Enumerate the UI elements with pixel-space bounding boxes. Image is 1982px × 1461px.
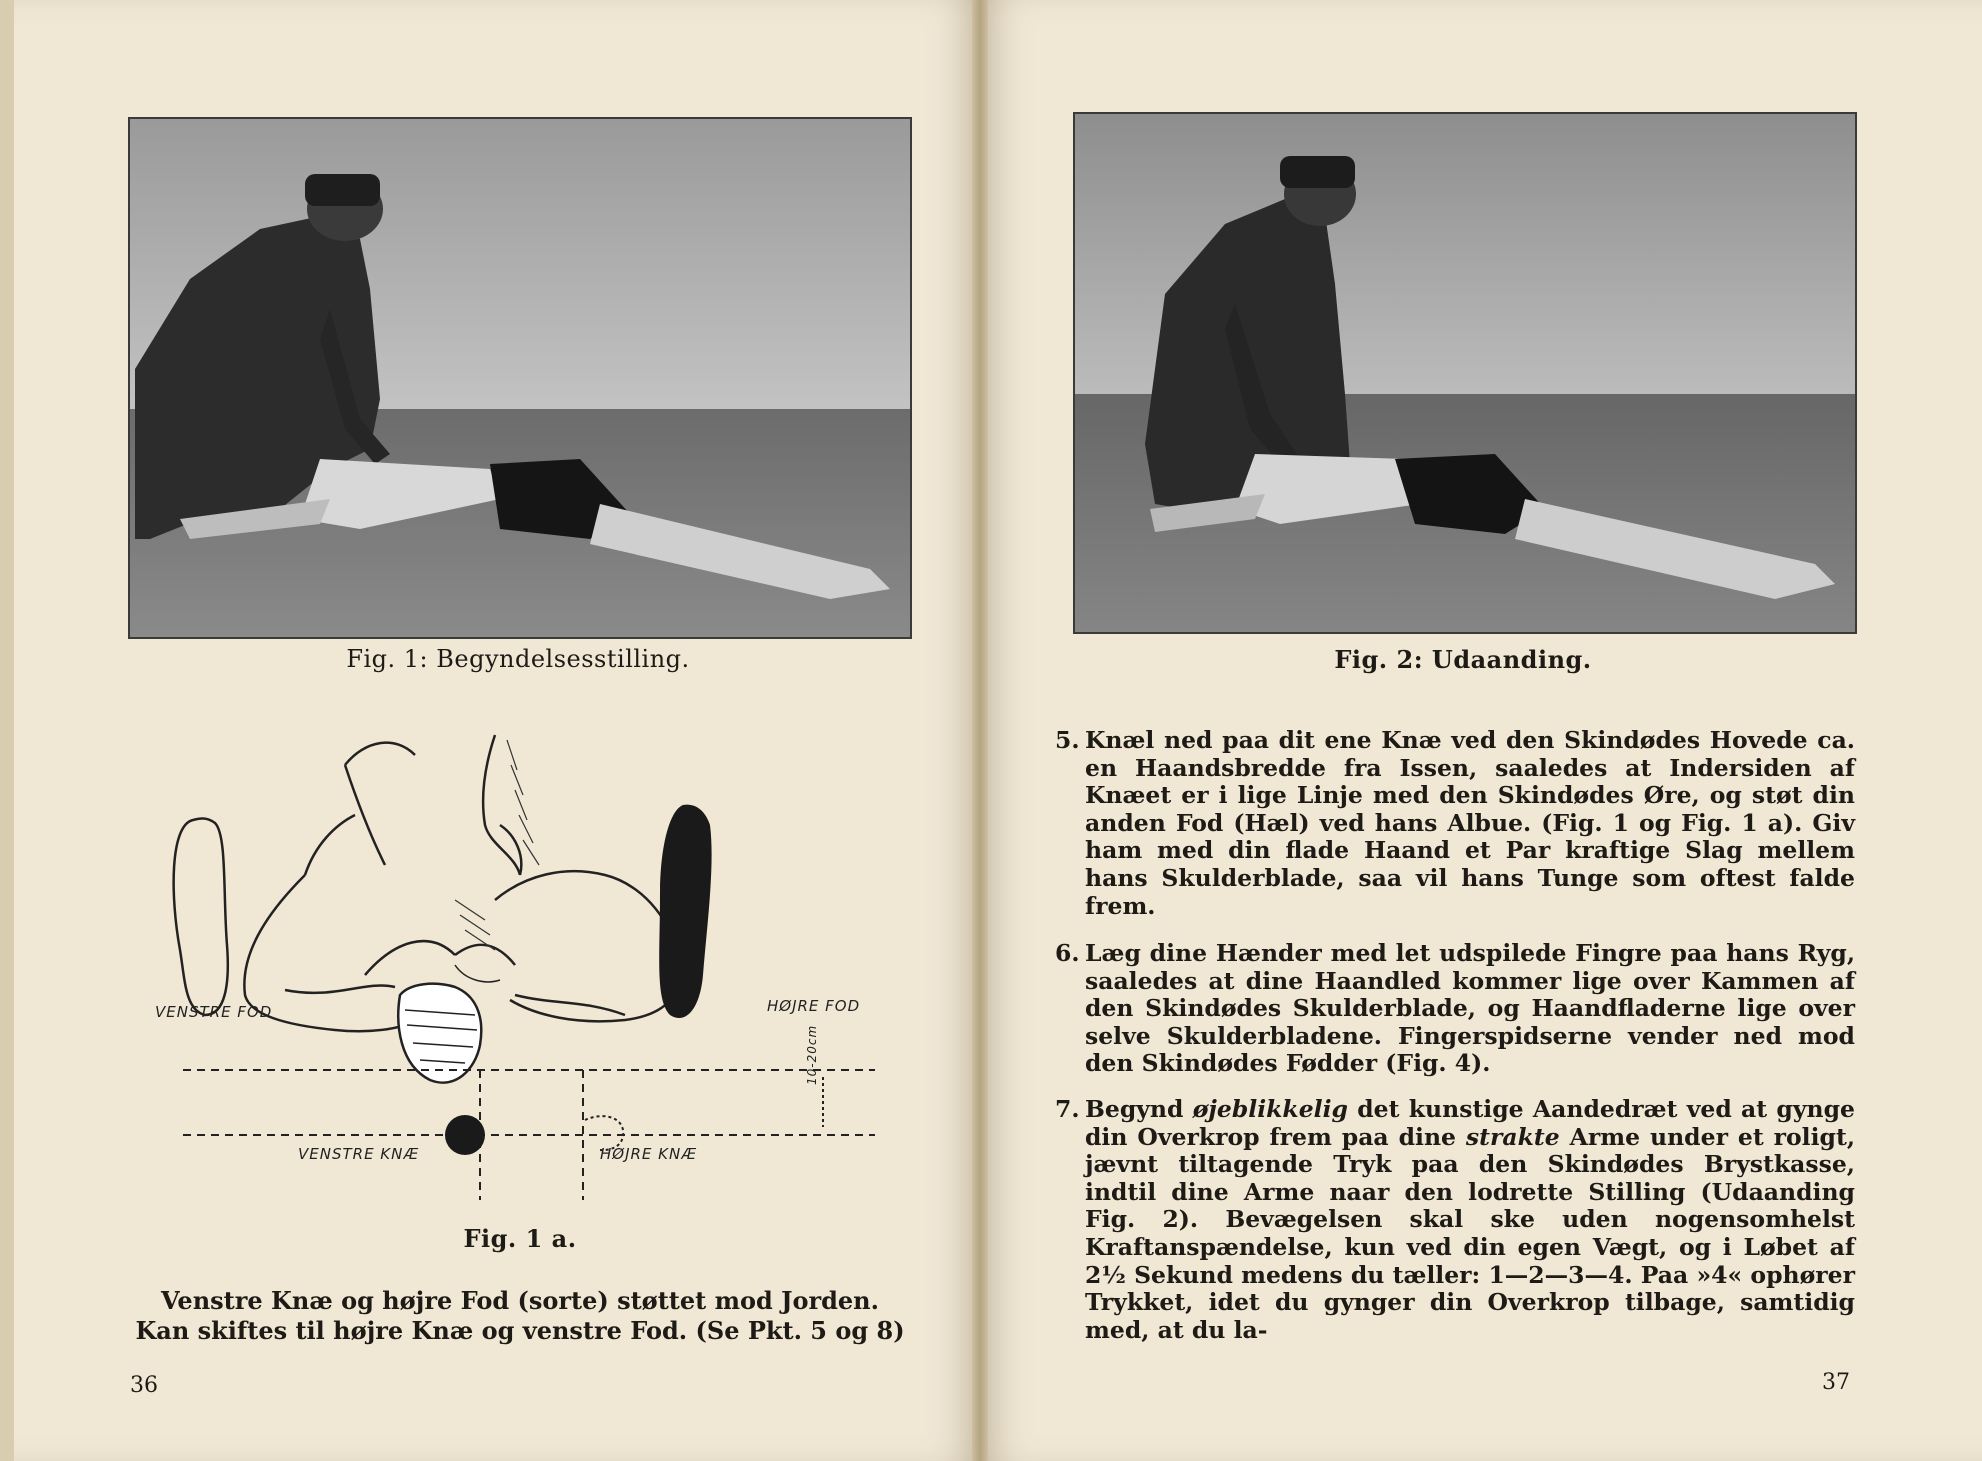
item-number: 5. [1055,726,1080,754]
item-text-part: Arme under et roligt, jævnt tiltagende Tryk paa den Skindødes Brystkasse, indtil dine Arme naar den lodrette Stilling (Udaanding Fig. 2). Bevægelsen skal ske uden nogensomhelst Kraftanspændelse, kun ved din egen Vægt, og i Løbet af 2½ Sekund medens du tæller: 1—2—3—4. Paa »4« ophører Trykket, idet du gynger din Overkrop tilbage, samtidig med, at du la- [1085,1122,1855,1344]
item-emphasis: strakte [1465,1122,1560,1151]
book-gutter [972,0,988,1461]
list-item-7 [1055,1095,1855,1344]
item-text: Læg dine Hænder med let udspilede Fingre paa hans Ryg, saaledes at dine Haandled kommer lige over Kammen af den Skindødes Skulderblade, og Haandfladerne lige over selve Skulderbladene. Fingerspidserne vender ned mod den Skindødes Fødder (Fig. 4). [1085,939,1855,1078]
fig1-photo [128,117,912,639]
label-venstre-knae: VENSTRE KNÆ [298,1145,419,1163]
fig1a-diagram [155,725,895,1215]
item-emphasis: øjeblikkelig [1192,1095,1348,1123]
page-number-right: 37 [1822,1370,1850,1395]
item-number: 7. [1055,1095,1080,1123]
item-text: Knæl ned paa dit ene Knæ ved den Skindødes Hovede ca. en Haandsbredde fra Issen, saaledes at Indersiden af Knæet er i lige Linje med den Skindødes Øre, og støt din anden Fod (Hæl) ved hans Albue. (Fig. 1 og Fig. 1 a). Giv ham med din flade Haand et Par kraftige Slag mellem hans Skulderblade, saa vil hans Tunge som oftest falde frem. [1085,726,1855,920]
item-number: 6. [1055,939,1080,967]
list-item-6 [1055,939,1855,1078]
fig2-photo [1073,112,1857,634]
right-foot-solid [659,805,711,1018]
item-text-part: Begynd [1085,1095,1193,1123]
fig1-caption: Fig. 1: Begyndelsesstilling. [346,645,690,673]
note-line-2: Kan skiftes til højre Knæ og venstre Fod. (Se Pkt. 5 og 8) [135,1316,905,1345]
list-item-5 [1055,726,1855,920]
label-distance: 10-20cm [805,1024,819,1085]
page-number-left: 36 [130,1373,158,1398]
fig1a-caption: Fig. 1 a. [463,1224,577,1253]
item-text-part: det kunstige Aandedræt ved at gynge din Overkrop frem paa dine [1085,1095,1855,1151]
left-foot-outline [174,818,228,1015]
label-hojre-fod: HØJRE FOD [767,997,861,1015]
label-venstre-fod: VENSTRE FOD [155,1003,273,1021]
label-hojre-knae: HØJRE KNÆ [600,1145,697,1163]
fig2-caption: Fig. 2: Udaanding. [1334,645,1592,674]
left-knee-solid [445,1115,485,1155]
page-edge [0,0,14,1461]
note-line-1: Venstre Knæ og højre Fod (sorte) støttet mod Jorden. [161,1286,879,1315]
